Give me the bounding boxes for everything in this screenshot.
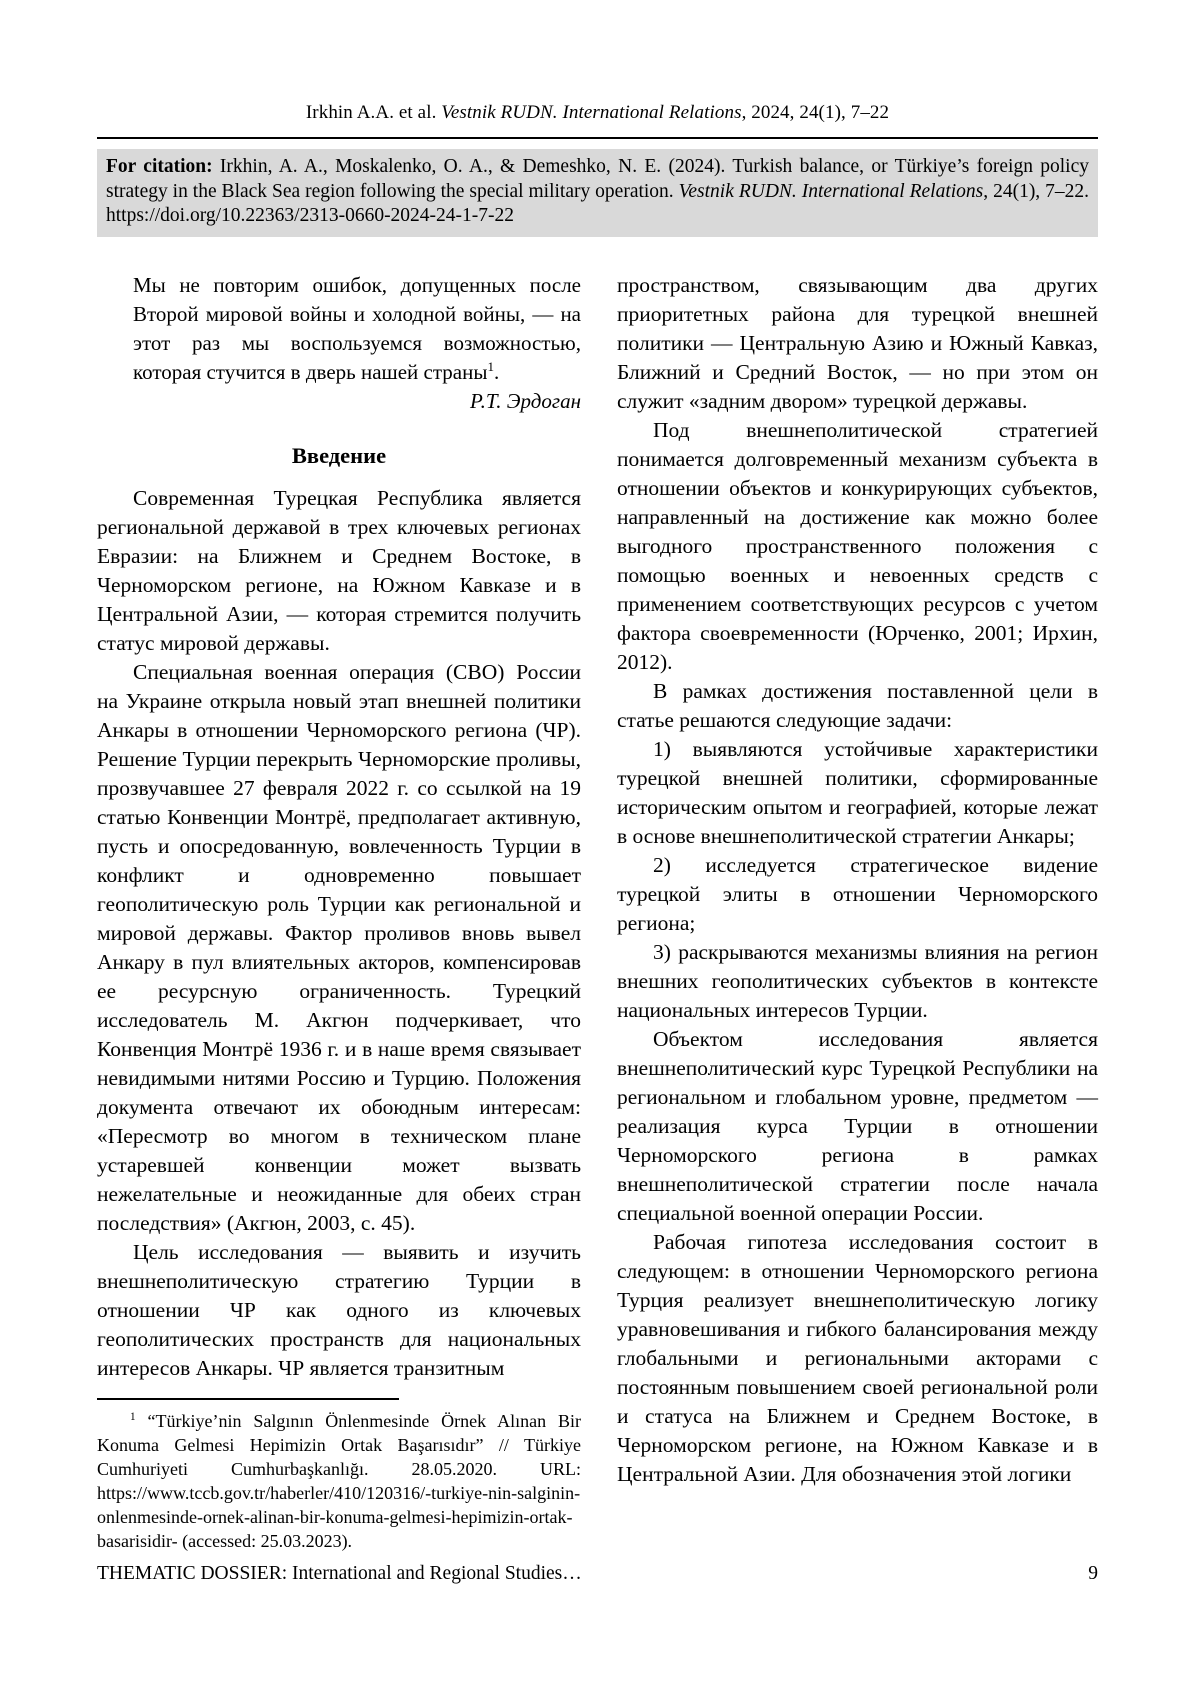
running-head-journal: Vestnik RUDN. International Relations — [441, 102, 742, 123]
paragraph: Под внешнеполитической стратегией понимается долговременный механизм субъекта в отношении объектов и конкурирующих субъектов, направленный на достижение как можно более выгодного пространственного положения с помощью военных и невоенных средств с применением соответствующих ресурсов с учетом фактора своевременности (Юрченко, 2001; Ирхин, 2012). — [617, 417, 1098, 674]
footer-page-number: 9 — [1088, 1563, 1098, 1584]
footnote-block — [97, 1384, 581, 1553]
header-rule — [97, 137, 1098, 139]
citation-label: For citation: — [106, 156, 213, 177]
epigraph-footnote-ref: 1 — [487, 358, 494, 374]
running-head — [97, 102, 1098, 124]
paragraph: Специальная военная операция (СВО) России на Украине открыла новый этап внешней политики Анкары в отношении Черноморского региона (ЧР). Решение Турции перекрыть Черноморские проливы, прозвучавшее 27 февраля 2022 г. со ссылкой на 19 статью Конвенции Монтрё, предполагает активную, пусть и опосредованную, вовлеченность Турции в конфликт и одновременно повышает геополитическую роль Турции как региональной и мировой державы. Фактор проливов вновь вывел Анкару в пул влиятельных акторов, компенсировав ее ресурсную ограниченность. Турецкий исследователь М. Акгюн подчеркивает, что Конвенция Монтрё 1936 г. и в наше время связывает невидимыми нитями Россию и Турцию. Положения документа отвечают их обоюдным интересам: «Пересмотр во многом в техническом плане устаревшей конвенции может вызвать нежелательные и неожиданные для обеих стран последствия» (Акгюн, 2003, с. 45). — [97, 659, 581, 1235]
paragraph: Объектом исследования является внешнеполитический курс Турецкой Республики на региональном и глобальном уровне, предметом — реализация курса Турции в отношении Черноморского региона в рамках внешнеполитической стратегии после начала специальной военной операции России. — [617, 1026, 1098, 1225]
two-column-body — [97, 271, 1098, 1553]
paragraph: 3) раскрываются механизмы влияния на регион внешних геополитических субъектов в контексте национальных интересов Турции. — [617, 939, 1098, 1022]
paragraph: 1) выявляются устойчивые характеристики турецкой внешней политики, сформированные историческим опытом и географией, которые лежат в основе внешнеполитической стратегии Анкары; — [617, 736, 1098, 848]
running-head-authors: Irkhin A.A. et al. — [305, 102, 442, 123]
column-right — [617, 271, 1098, 1553]
footnote-text: “Türkiye’nin Salgının Önlenmesinde Örnek Alınan Bir Konuma Gelmesi Hepimizin Ortak Başarısıdır” // Türkiye Cumhuriyeti Cumhurbaşkanlığı. 28.05.2020. URL: https://www.tccb.gov.tr/haberler/410/120316/-turkiye-nin-salginin-onlenmesinde-ornek-alinan-bir-konuma-gelmesi-hepimizin-ortak-basarisidir- (accessed: 25.03.2023). — [97, 1410, 581, 1551]
paragraph: Современная Турецкая Республика является региональной державой в трех ключевых регионах Евразии: на Ближнем и Среднем Востоке, в Черноморском регионе, на Южном Кавказе и в Центральной Азии, — которая стремится получить статус мировой державы. — [97, 485, 581, 655]
column-left — [97, 271, 581, 1553]
epigraph — [133, 271, 581, 387]
epigraph-attribution: Р.Т. Эрдоган — [469, 388, 581, 413]
page-content — [97, 0, 1098, 1553]
epigraph-period: . — [493, 359, 500, 384]
citation-journal: Vestnik RUDN. International Relations — [678, 180, 984, 202]
paragraph: 2) исследуется стратегическое видение турецкой элиты в отношении Черноморского региона; — [617, 852, 1098, 935]
paragraph: пространством, связывающим два других приоритетных района для турецкой внешней политики — Центральную Азию и Южный Кавказ, Ближний и Средний Восток, — но при этом он служит «задним двором» турецкой державы. — [617, 272, 1098, 413]
running-head-issue: , 2024, 24(1), 7–22 — [741, 102, 890, 123]
paragraph: Цель исследования — выявить и изучить внешнеполитическую стратегию Турции в отношении ЧР как одного из ключевых геополитических пространств для национальных интересов Анкары. ЧР является транзитным — [97, 1239, 581, 1380]
footnote — [97, 1409, 581, 1553]
epigraph-text: Мы не повторим ошибок, допущенных после Второй мировой войны и холодной войны, — на этот раз мы воспользуемся возможностью, которая стучится в дверь нашей страны — [133, 272, 581, 384]
citation-text: Irkhin, A. A., Moskalenko, O. A., & Demeshko, N. E. (2024). Turkish balance, or Türkiye’s foreign policy strategy in the Black Sea region following the special military operation. — [106, 156, 1090, 202]
footer-section-label: THEMATIC DOSSIER: International and Regional Studies… — [97, 1563, 582, 1584]
section-heading: Введение — [291, 442, 387, 468]
paragraph: В рамках достижения поставленной цели в статье решаются следующие задачи: — [617, 678, 1098, 732]
footnote-separator — [97, 1398, 399, 1400]
citation-box — [97, 149, 1098, 237]
page-footer — [97, 1563, 1098, 1585]
paragraph: Рабочая гипотеза исследования состоит в следующем: в отношении Черноморского региона Турция реализует внешнеполитическую логику уравновешивания и гибкого балансирования между глобальными и региональными акторами с постоянным повышением своей региональной роли и статуса на Ближнем и Среднем Востоке, в Черноморском регионе, на Южном Кавказе и в Центральной Азии. Для обозначения этой логики — [617, 1229, 1098, 1486]
footnote-ref: 1 — [130, 1410, 136, 1423]
citation-text-tail: , 24(1), 7–22. https://doi.org/10.22363/2313-0660-2024-24-1-7-22 — [106, 180, 1090, 226]
